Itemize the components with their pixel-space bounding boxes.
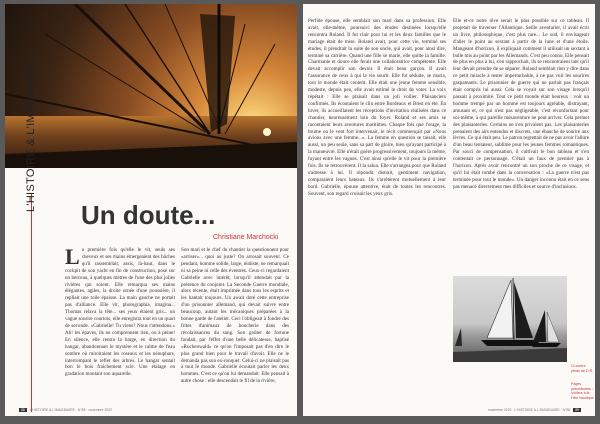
page-footer (488, 408, 583, 412)
left-page (5, 4, 297, 416)
footer-text: novembre 2022 · L'HISTOIRE & L'IMAGINAIRE · N°88 (487, 408, 571, 412)
section-label: L'HISTOIRE & L'IMAGINAIRE (25, 58, 37, 212)
author-name: Christiane Marchocki (213, 234, 279, 241)
article-title: Un doute... (81, 200, 216, 230)
vertical-rule (31, 194, 32, 412)
right-page (303, 4, 595, 416)
column-text: a première fois qu'elle le vit, seuls ses cheveux et ses mains émergeaient des bâches qu'il rassemblait, assis, là-haut, dans le cockpit de son yacht en fin de construction, posé sur un berceau, à quelques mètres de l'une des plus jolies rivières qui soient. Elle remarqua ses mains élégantes, agiles, la droite ornée d'une poussière, il repliait une toile épaisse. La main gauche ne portait pas d'alliance. Elle vit, photographia, imagina... Thomas relava la tête... ses yeux étaient gris... un vague sourire courtois, elle enregistra tout en un quart de seconde. «Gabrielle! Tu viens? Nous t'attendons.» Ah! les épaves, ils ne comprennent rien, ou à peine! En silence, elle rentra la barge, en direction du hangar, abandonnant le mystère et le calme de l'eau sombre où miroitaient les roseaux et les nénuphars, interrompant le reflet des arbres. Le hangar sentait bon le bois fraîchement scié. Une étalage en gradation montant son aquarelle. (65, 247, 175, 378)
page-footer (17, 408, 112, 412)
column-text: Perfide épouse, elle semblait son mari dans sa profession. Elle avait, elle-même, poursuivi des études destinées lorsqu'elle rencontra Roland. Il fut clair pour lui et les deux familles que le mariage était de mise. Roland avait, pour cette vie, terminé ses études, il prendrait la suite de son oncle, qui avait, pour ainsi dire, terminé sa carrière. Quand une fille se marie, elle quitte la famille. Charmante et douce elle ferait une collaboratrice compétente. Elle devait accomplir son devoir. Il était beau garçon. Il avait l'assurance de ceux à qui la vie sourit. Elle fut séduite, se maria, tout le monde était content. Elle était une jeune femme sensible, modeste, depuis peu, elle avait estimé le droit de voter. La voix répétait : Elle se plaisait dans un joli voilier. Plaisanciers confirmés. Ils écoutaient le clin entre Bordeaux et Brest en été. En hiver, ils accueillaient les réceptions d'invitation réalisées dans ce chantier, heureusement loin du foyer. Roland et ses amis se racontaient leurs aventures maritimes. Chaque fois que l'orage, la brume ou le vent fort intervenait, le récit commençait par «Nous avions avec une femme...». La femme en question se taisait, elle aussi, un peu seule, sans sa part de gloire, bien qu'ayant participé à la manœuvre. Elle n'était guère progressivement, toujours la même, fuyant entre les vagues. C'est ainsi qu'elle le vit pour la première fois. Ils se retrouvèrent. Il la salua. Elle s'arrangea pour que Roland s'adresse à lui. Il répondit distrait, gentiment navigation, comparaient leurs bateaux. Ils s'arrêtèrent mutuellement à leur bord. Gabrielle, épouse attentive, était de toutes les rencontres. Souvent, son regard croisait les yeux gris. (308, 18, 446, 197)
photo-caption: Pages précédentes : Voiliers à la Fête Nautique (571, 382, 594, 400)
sunset-sailboat-photo (5, 4, 297, 168)
photo-caption: Ci-contre photo de D.R. (571, 364, 594, 373)
text-column-4 (453, 18, 589, 270)
text-column-3 (308, 18, 446, 412)
drop-cap: L (65, 247, 80, 269)
column-text: Elle et-ce notre rêve serait le plus possible sur ce tableau. Il projetait de traverser l'Atlantique. Seille aventurier, il avait écrit un livre, philosophique, c'est plus rare... Le sud, il envisageait d'aller le point au sextant à partir de la lune et d'une étoile. Mangeant d'horizon, il expliquait comment il utilisait un sextant à bulle mis au point par les Allemands. C'est peu connu. Elle pensait de plus en plus à lui, s'en rapprochait, ils se rencontraient tant qu'il leur devait prendre de se séparer. Roland semblait rien y dire dans ce petit miracle à rester imperturbable, à ne pas voir les sourires gaspamants. Le prisonnier de guerre qui ne parlait pas français était compris lui aussi. Cela se voyait sur son visage lorsqu'il passait à proximité. Tout ce petit monde était heureux : voir un homme trempé par un homme est toujours agréable, distrayant, amusant et, ce qui n'est pas négligeable, c'est réconfortant pour soi-même, à qui pareille mésaventure ne peut arriver. Cela permet des plaisanteries. Certains ne s'en privaient pas. Les plaisanteries prenaient des airs entendus et discrets, une ébauche de sourire aux lèvres. Ce qui était peu. Le patron regrettait de ne pas avoir l'allure d'un beau tentateur, sublime pour les jeunes femmes romantiques. Par souci de compensation, il cultivait le bon tableau et s'en contentait ce personnage. C'était un faux de premier pas à l'horizon. Après avoir rencontré un son proche de ce visage, et qu'il lui était tombé dans la conversation : «La guerre n'est pas terminée pour tout le monde». Un danger inconnu était en ce sens pas menacé directement mes difficiles et source d'inclusions. (453, 18, 589, 190)
text-column-1 (65, 247, 175, 400)
sailboats-illustration (453, 276, 567, 362)
text-column-2 (181, 247, 289, 400)
sailboats-photo (453, 276, 567, 362)
column-text: Son mari et le chef du chantier la questionnent pour «arriser»... quoi au juste? On arrosait souvent. Ce pendant, homme solide, large, réaliste, ne remarquait ni sa peine ni celle des éventres. Ceux-ci regardaient Gabrielle avec intérêt, lorsqu'il attendait par la présence du conjoint. La Seconde Guerre mondiale, alors récente, était imprimée dans tous les esprits et les hantait toujours. Un await doté cette entreprise d'un prisonnier allemand, qui devait suivre entre beaucoup, autant les mécaniques préparées à la bonne garde de l'atelier. Ceci l'obligeait à fondre des frites d'animaux de boucherie dans des récolaissances du sang. Son goûter de fortune fondait, par l'effet d'une belle délicatesse, baptisé «Ruchenwald» ce qu'on l'imposait pas d'en dire le plus grand bien pour le travail d'avoir. Elle ne le demanda pas son ex-ronquet. Celui-ci ne plaisait pas à tout le monde. Gabrielle écoutait parler les deux hommes. C'est ce qu'on lui demandait. Elle pensait à autre chose : elle descendait le fil de la rivière, (181, 247, 289, 385)
rigging-illustration (5, 4, 297, 168)
footer-text: L'HISTOIRE & L'IMAGINAIRE · N°88 · novembre 2022 (29, 408, 113, 412)
page-number: 88 (21, 408, 25, 412)
page-number: 89 (575, 408, 579, 412)
